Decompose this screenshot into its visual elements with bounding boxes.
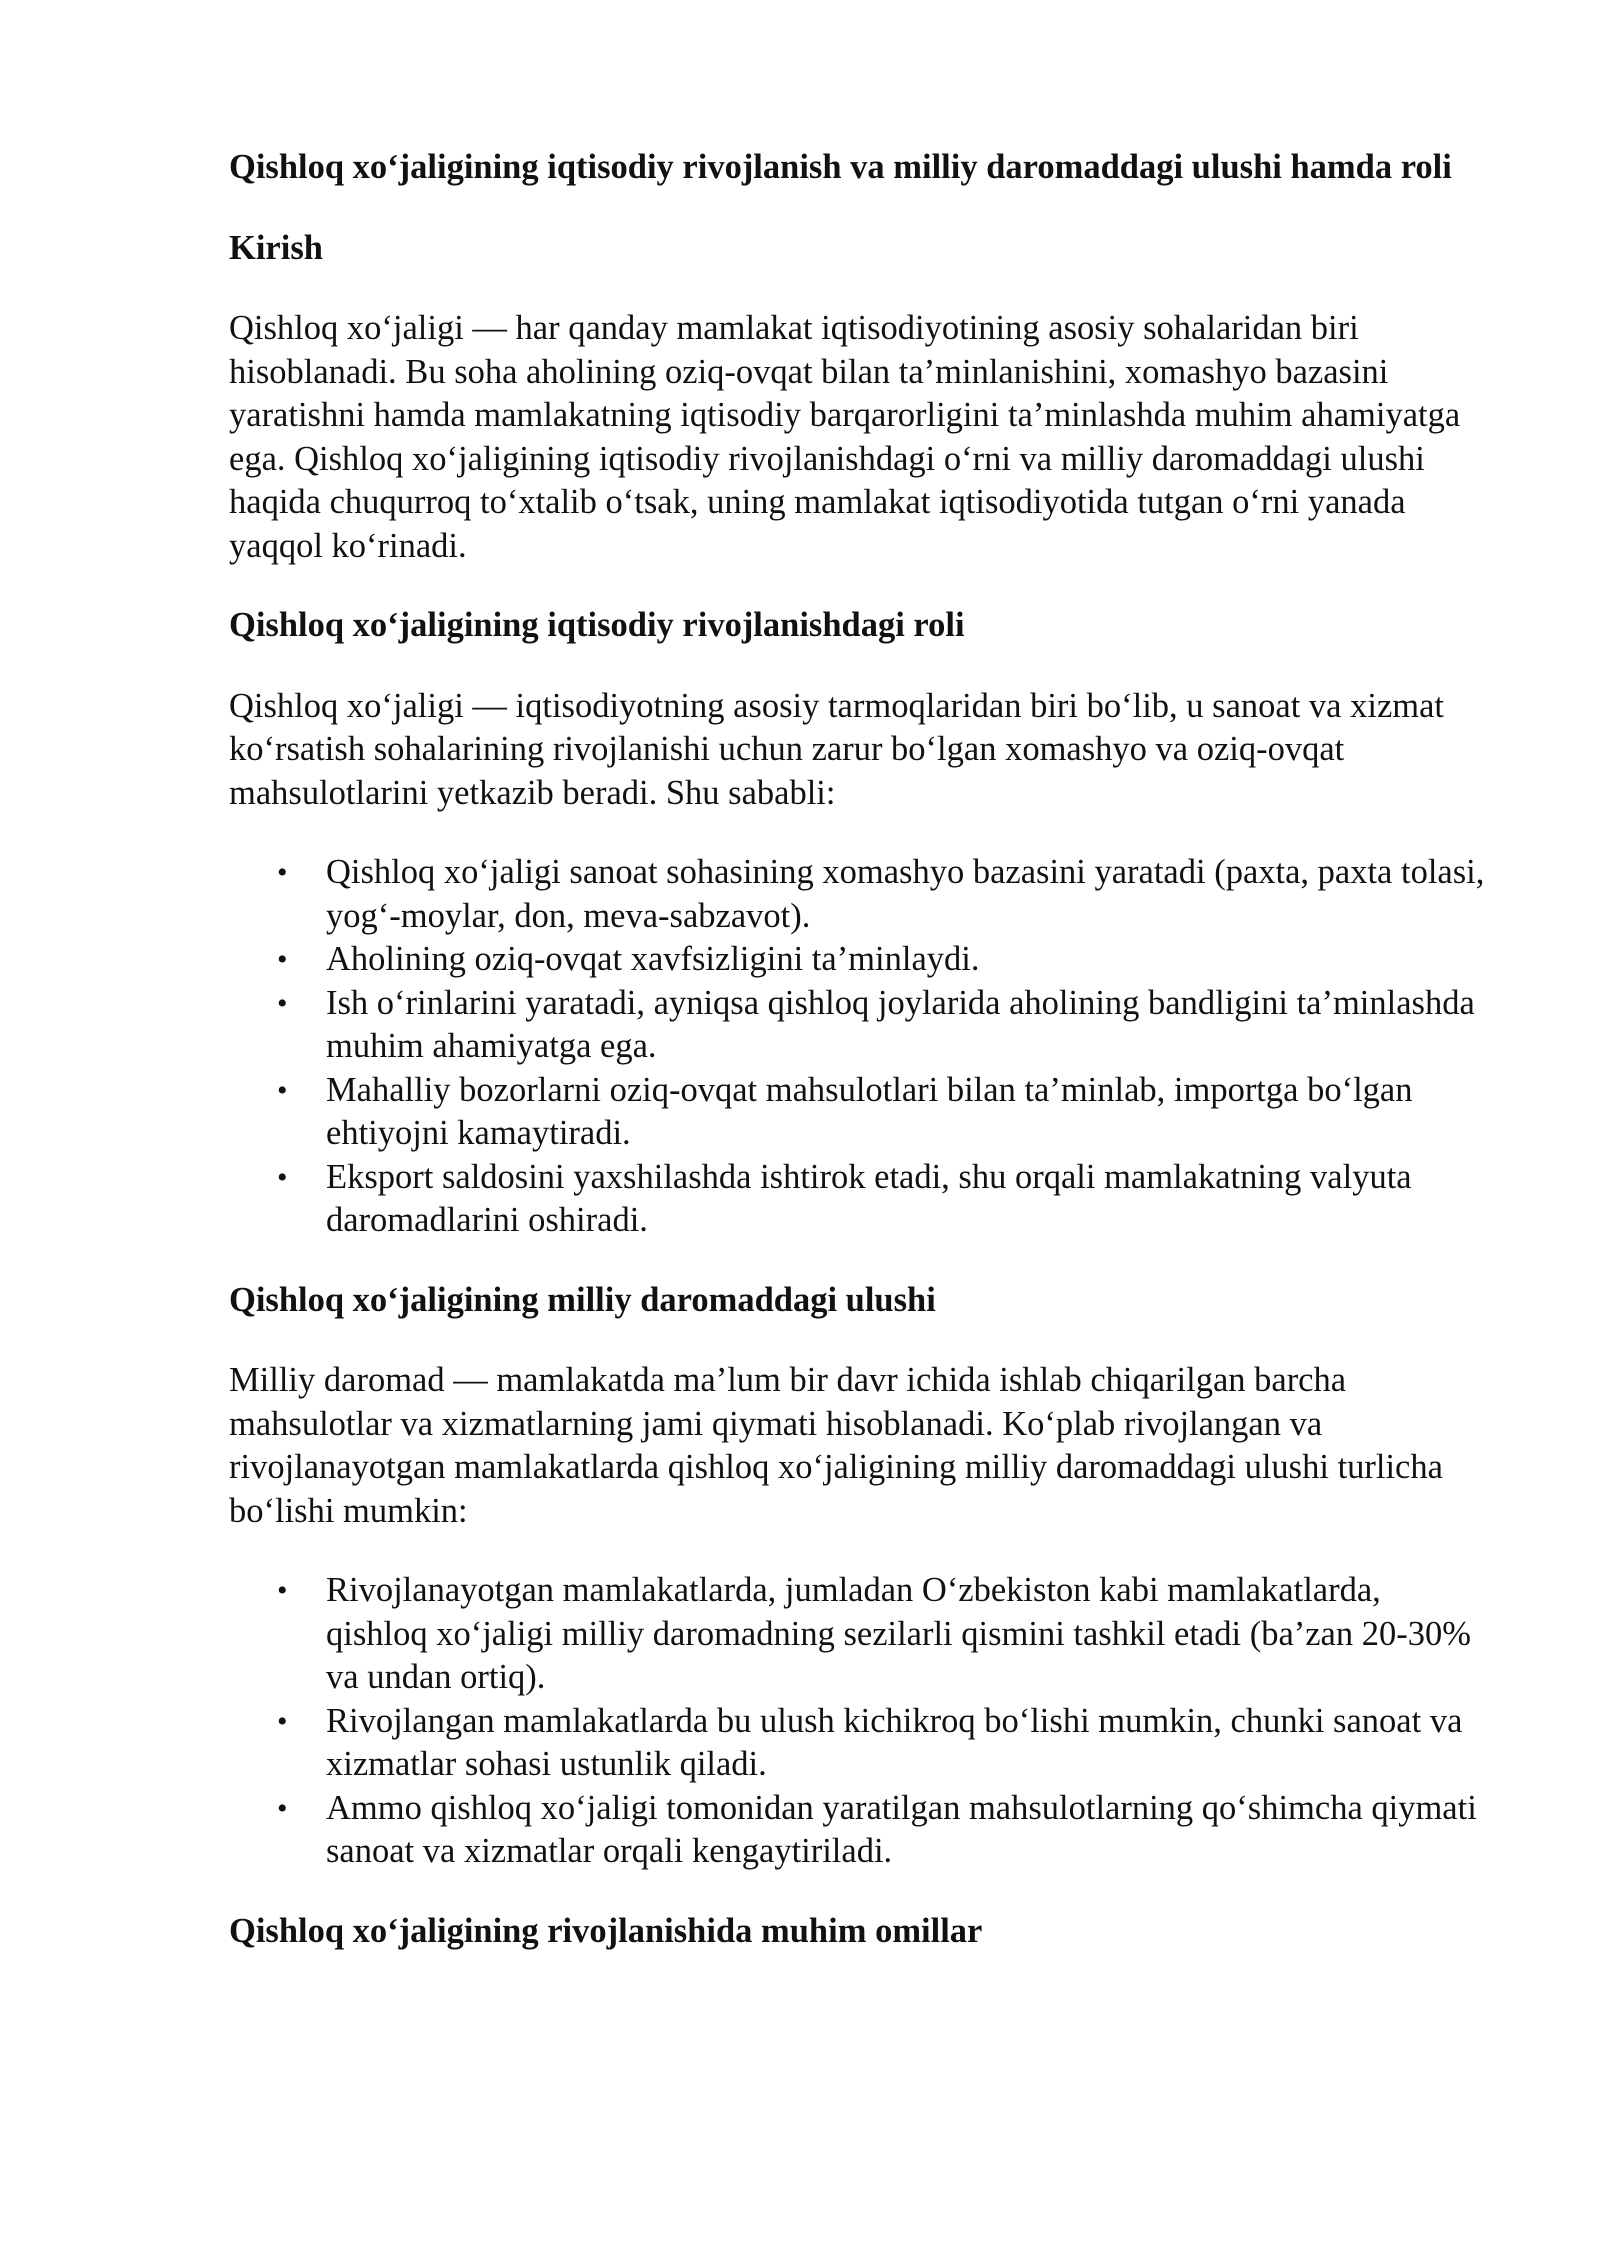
list-item <box>229 1156 1489 1243</box>
bullet-icon: • <box>277 986 288 1020</box>
list-item-text: Eksport saldosini yaxshilashda ishtirok etadi, shu orqali mamlakatning valyuta daromadlarini oshiradi. <box>326 1157 1412 1239</box>
list-item-text: Mahalliy bozorlarni oziq-ovqat mahsulotlari bilan ta’minlab, importga bo‘lgan ehtiyojni kamaytiradi. <box>326 1070 1413 1152</box>
list-item <box>229 938 1489 982</box>
list-item <box>229 1069 1489 1156</box>
section-paragraph-kirish: Qishloq xo‘jaligi — har qanday mamlakat iqtisodiyotining asosiy sohalaridan biri hisoblanadi. Bu soha aholining oziq-ovqat bilan ta’minlanishini, xomashyo bazasini yaratishni hamda mamlakatning iqtisodiy barqarorligini ta’minlashda muhim ahamiyatga ega. Qishloq xo‘jaligining iqtisodiy rivojlanishdagi o‘rni va milliy daromaddagi ulushi haqida chuqurroq to‘xtalib o‘tsak, uning mamlakat iqtisodiyotida tutgan o‘rni yanada yaqqol ko‘rinadi. <box>229 309 1461 565</box>
section-heading-kirish: Kirish <box>229 228 323 267</box>
list-item-text: Ammo qishloq xo‘jaligi tomonidan yaratilgan mahsulotlarning qo‘shimcha qiymati sanoat va xizmatlar orqali kengaytiriladi. <box>326 1788 1477 1870</box>
bullet-icon: • <box>277 856 288 889</box>
section-heading-key-factors: Qishloq xo‘jaligining rivojlanishida muhim omillar <box>229 1911 983 1950</box>
section-paragraph-national-income-share: Milliy daromad — mamlakatda ma’lum bir davr ichida ishlab chiqarilgan barcha mahsulotlar va xizmatlarning jami qiymati hisoblanadi. Ko‘plab rivojlangan va rivojlanayotgan mamlakatlarda qishloq xo‘jaligining milliy daromaddagi ulushi turlicha bo‘lishi mumkin: <box>229 1361 1443 1530</box>
list-item-text: Rivojlangan mamlakatlarda bu ulush kichikroq bo‘lishi mumkin, chunki sanoat va xizmatlar sohasi ustunlik qiladi. <box>326 1701 1463 1783</box>
list-item-text: Qishloq xo‘jaligi sanoat sohasining xomashyo bazasini yaratadi (paxta, paxta tolasi, yog‘-moylar, don, meva-sabzavot). <box>326 853 1485 935</box>
list-item <box>229 1569 1489 1700</box>
bullet-list-economic-role <box>229 851 1489 1243</box>
list-item <box>229 1700 1489 1787</box>
list-item-text: Aholining oziq-ovqat xavfsizligini ta’minlaydi. <box>326 940 980 978</box>
list-item <box>229 851 1489 938</box>
bullet-icon: • <box>277 1574 288 1607</box>
document-title: Qishloq xo‘jaligining iqtisodiy rivojlanish va milliy daromaddagi ulushi hamda roli <box>229 148 1452 186</box>
list-item-text: Rivojlanayotgan mamlakatlarda, jumladan O‘zbekiston kabi mamlakatlarda, qishloq xo‘jaligi milliy daromadning sezilarli qismini tashkil etadi (ba’zan 20-30% va undan ortiq). <box>326 1571 1471 1696</box>
section-paragraph-economic-role: Qishloq xo‘jaligi — iqtisodiyotning asosiy tarmoqlaridan biri bo‘lib, u sanoat va xizmat ko‘rsatish sohalarining rivojlanishi uchun zarur bo‘lgan xomashyo va oziq-ovqat mahsulotlarini yetkazib beradi. Shu sababli: <box>229 686 1444 812</box>
list-item-text: Ish o‘rinlarini yaratadi, ayniqsa qishloq joylarida aholining bandligini ta’minlashda muhim ahamiyatga ega. <box>326 983 1475 1065</box>
list-item <box>229 982 1489 1069</box>
section-heading-national-income-share: Qishloq xo‘jaligining milliy daromaddagi ulushi <box>229 1280 936 1319</box>
section-heading-economic-role: Qishloq xo‘jaligining iqtisodiy rivojlanishdagi roli <box>229 606 965 644</box>
document-page <box>229 146 1489 1990</box>
bullet-icon: • <box>277 1704 288 1738</box>
bullet-list-national-income-share <box>229 1569 1489 1874</box>
bullet-icon: • <box>277 943 288 976</box>
bullet-icon: • <box>277 1073 288 1107</box>
bullet-icon: • <box>277 1160 288 1194</box>
list-item <box>229 1787 1489 1874</box>
bullet-icon: • <box>277 1791 288 1825</box>
